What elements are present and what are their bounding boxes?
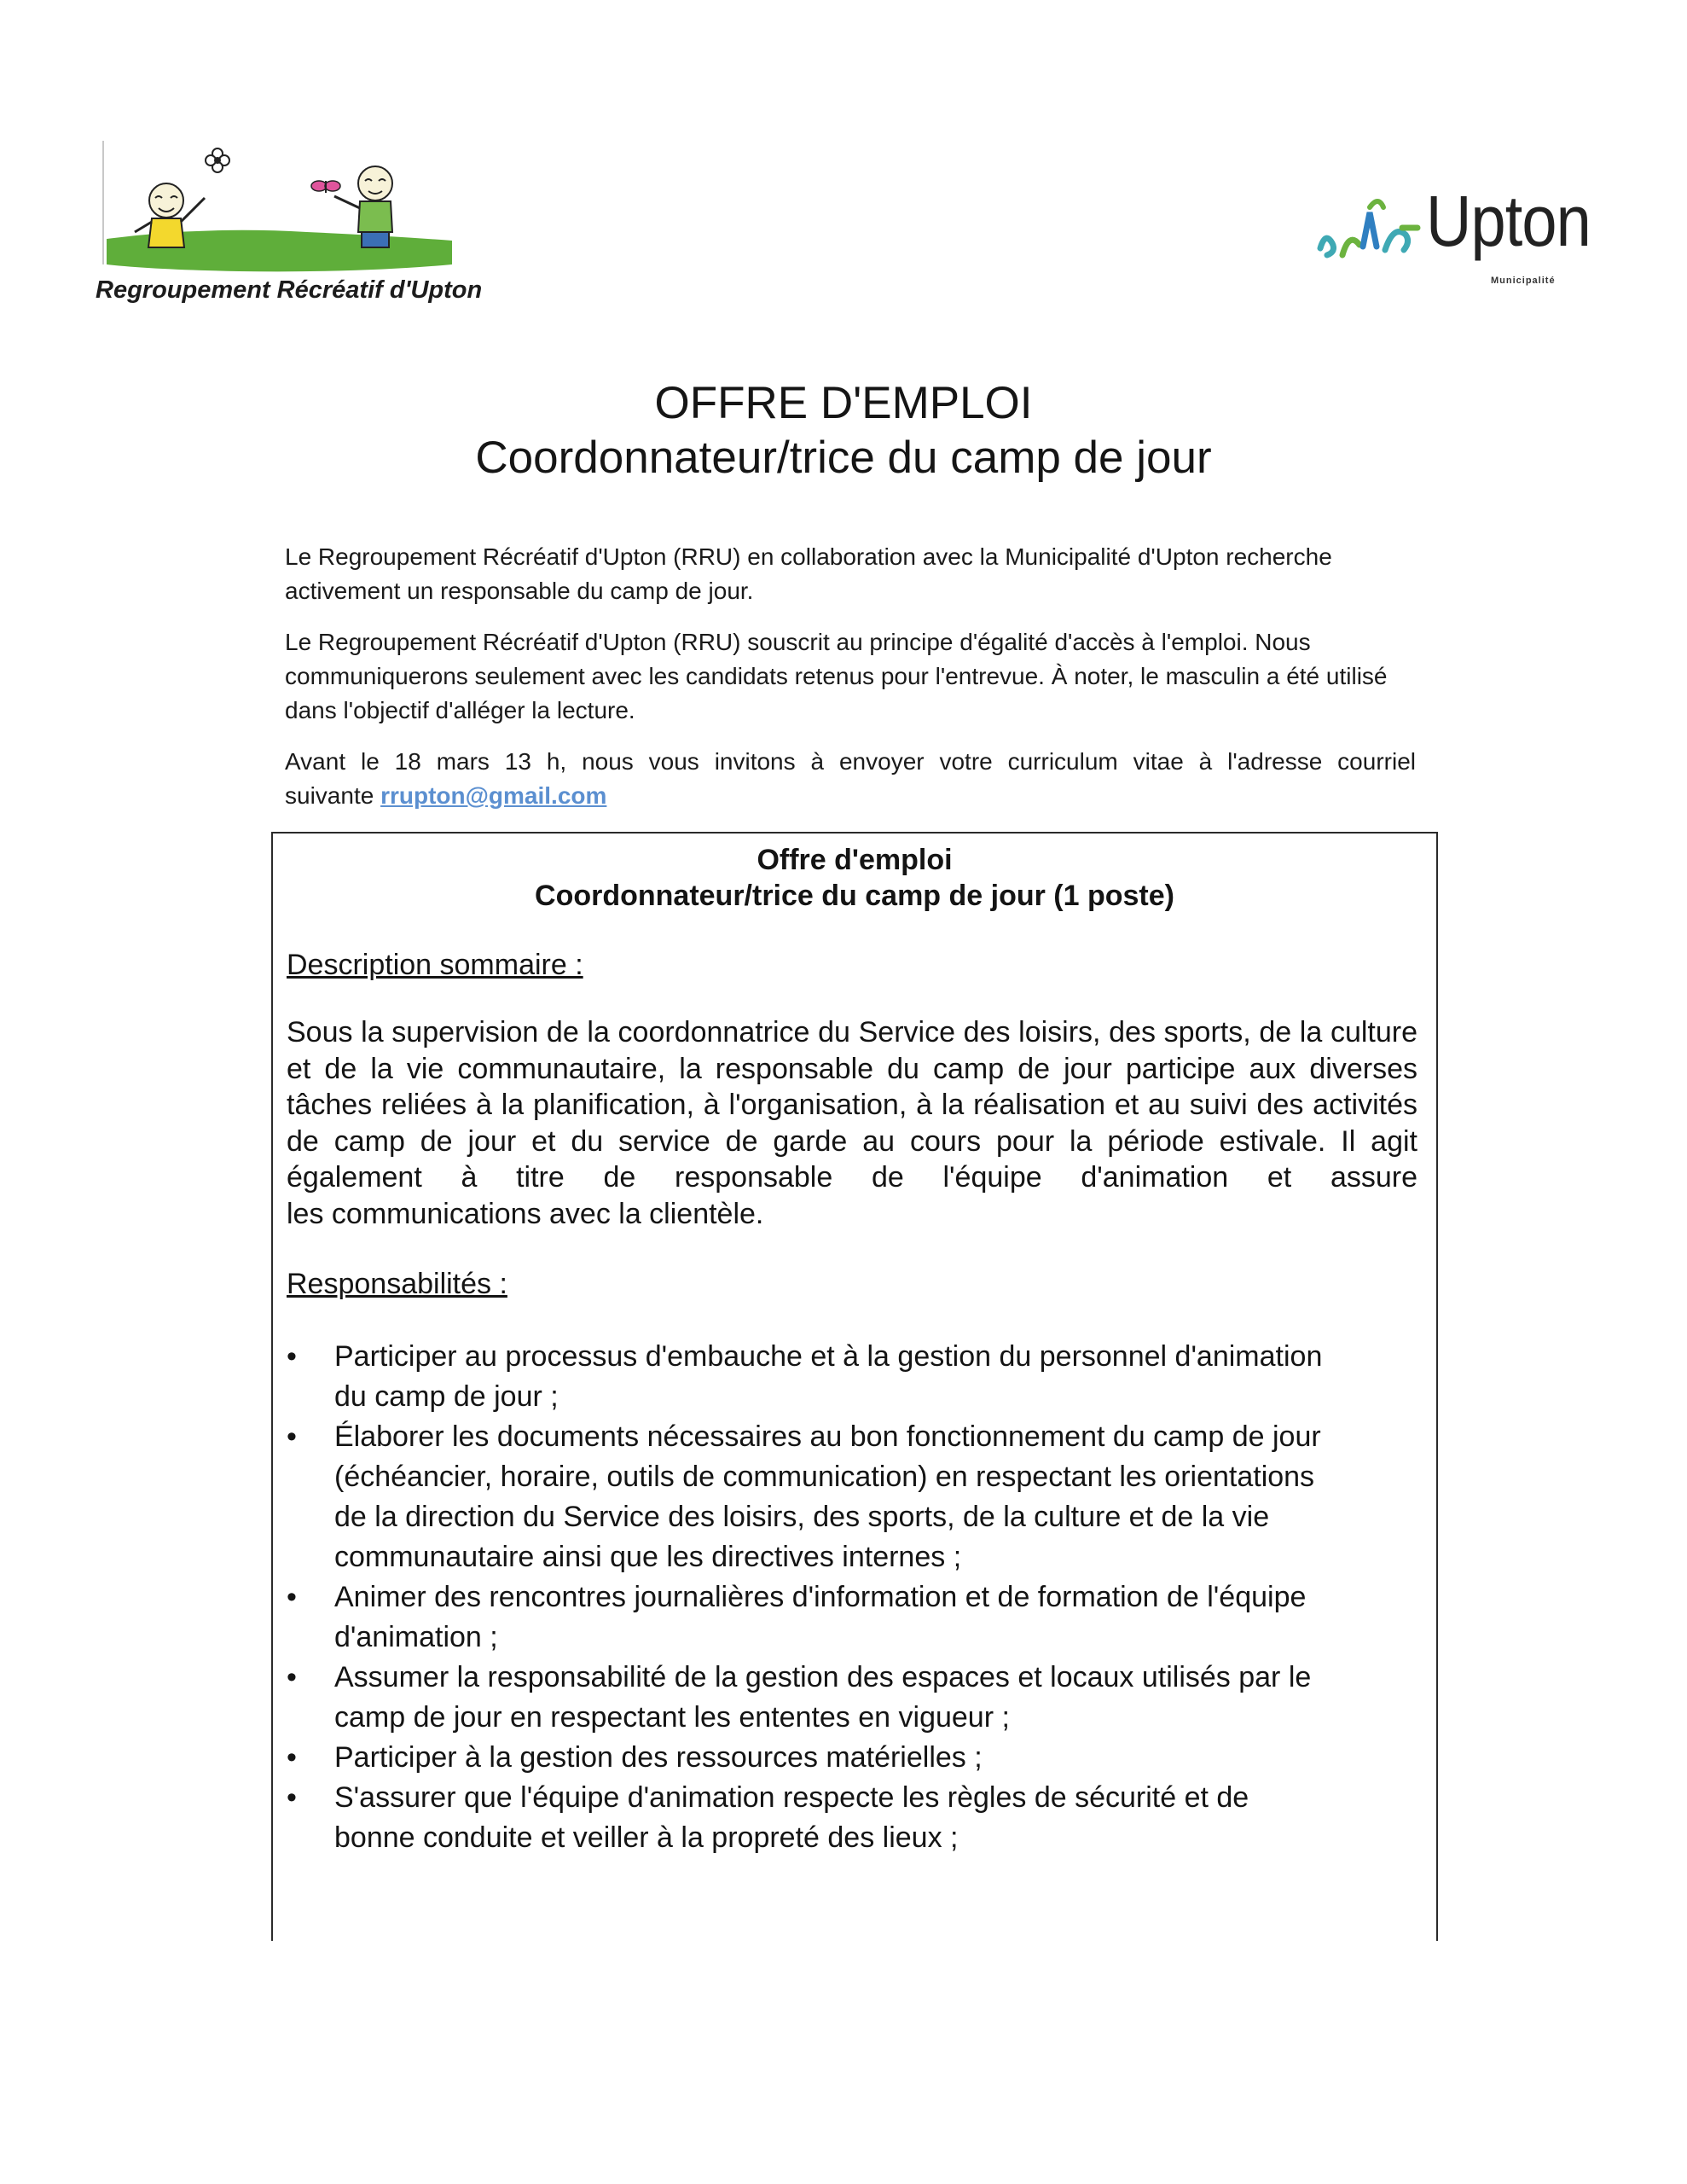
list-item-line: bonne conduite et veiller à la propreté des lieux ; (334, 1821, 959, 1854)
offer-box (271, 832, 1438, 1941)
list-item (273, 1658, 1416, 1738)
list-item-line: d'animation ; (334, 1621, 498, 1653)
upton-logo (1313, 183, 1603, 294)
bullet-icon: • (287, 1781, 297, 1814)
responsibilities-heading: Responsabilités : (287, 1268, 507, 1300)
list-item (273, 1738, 1416, 1778)
intro-paragraph-3-line: Avant le 18 mars 13 h, nous vous invitons à envoyer votre curriculum vitae à l'adresse courriel (285, 748, 1416, 775)
bullet-icon: • (287, 1581, 297, 1613)
bullet-icon: • (287, 1420, 297, 1453)
list-item-line: Animer des rencontres journalières d'information et de formation de l'équipe (334, 1581, 1307, 1613)
page-subtitle: Coordonnateur/trice du camp de jour (475, 433, 1212, 483)
upton-subtitle: Municipalité (1491, 276, 1556, 286)
bullet-icon: • (287, 1661, 297, 1693)
intro-paragraph-3 (285, 745, 1416, 813)
list-item-line: (échéancier, horaire, outils de communication) en respectant les orientations (334, 1461, 1315, 1493)
page-title: OFFRE D'EMPLOI (654, 378, 1033, 428)
intro-paragraph-2: Le Regroupement Récréatif d'Upton (RRU) souscrit au principe d'égalité d'accès à l'emploi. Nous communiquerons seulement avec les candidats retenus pour l'entrevue. À noter, le masculin a été utilisé dans l'objectif d'alléger la lecture. (285, 629, 1388, 723)
list-item (273, 1337, 1416, 1417)
list-item-line: de la direction du Service des loisirs, des sports, de la culture et de la vie (334, 1501, 1270, 1533)
list-item-line: du camp de jour ; (334, 1380, 559, 1413)
list-item-line: Assumer la responsabilité de la gestion des espaces et locaux utilisés par le (334, 1661, 1312, 1693)
list-item (273, 1417, 1416, 1577)
list-item-line: S'assurer que l'équipe d'animation respecte les règles de sécurité et de (334, 1781, 1249, 1814)
intro-paragraph-1: Le Regroupement Récréatif d'Upton (RRU) en collaboration avec la Municipalité d'Upton recherche activement un responsable du camp de jour. (285, 543, 1332, 604)
offer-subtitle: Coordonnateur/trice du camp de jour (1 poste) (535, 880, 1174, 912)
bullet-icon: • (287, 1741, 297, 1774)
description-paragraph (287, 1014, 1417, 1232)
intro-paragraph-3-email-line (285, 779, 1416, 813)
upton-wordmark: Upton (1426, 181, 1591, 261)
email-prefix: suivante (285, 782, 374, 809)
responsibilities-list (273, 1337, 1416, 1858)
list-item-line: Participer à la gestion des ressources matérielles ; (334, 1741, 983, 1774)
offer-title: Offre d'emploi (757, 844, 953, 876)
list-item-line: communautaire ainsi que les directives internes ; (334, 1541, 962, 1573)
email-link[interactable]: rrupton@gmail.com (380, 782, 607, 809)
bullet-icon: • (287, 1340, 297, 1373)
description-text: Sous la supervision de la coordonnatrice du Service des loisirs, des sports, de la culture et de la vie communautaire, la responsable du camp de jour participe aux diverses tâches reliées à la planification, à l'organisation, à la réalisation et au suivi des activités de camp de jour et du service de garde au cours pour la période estivale. Il agit également à titre de responsable de l'équipe d'animation et assure (287, 1016, 1417, 1194)
rru-logo (102, 136, 461, 282)
description-text-end: les communications avec la clientèle. (287, 1197, 764, 1230)
list-item (273, 1778, 1416, 1858)
list-item-line: Participer au processus d'embauche et à la gestion du personnel d'animation (334, 1340, 1323, 1373)
description-heading: Description sommaire : (287, 949, 583, 981)
upton-emblem-icon (1313, 195, 1433, 272)
list-item-line: Élaborer les documents nécessaires au bon fonctionnement du camp de jour (334, 1420, 1321, 1453)
rru-logo-caption: Regroupement Récréatif d'Upton (96, 276, 483, 304)
list-item-line: camp de jour en respectant les ententes en vigueur ; (334, 1701, 1010, 1734)
list-item (273, 1577, 1416, 1658)
